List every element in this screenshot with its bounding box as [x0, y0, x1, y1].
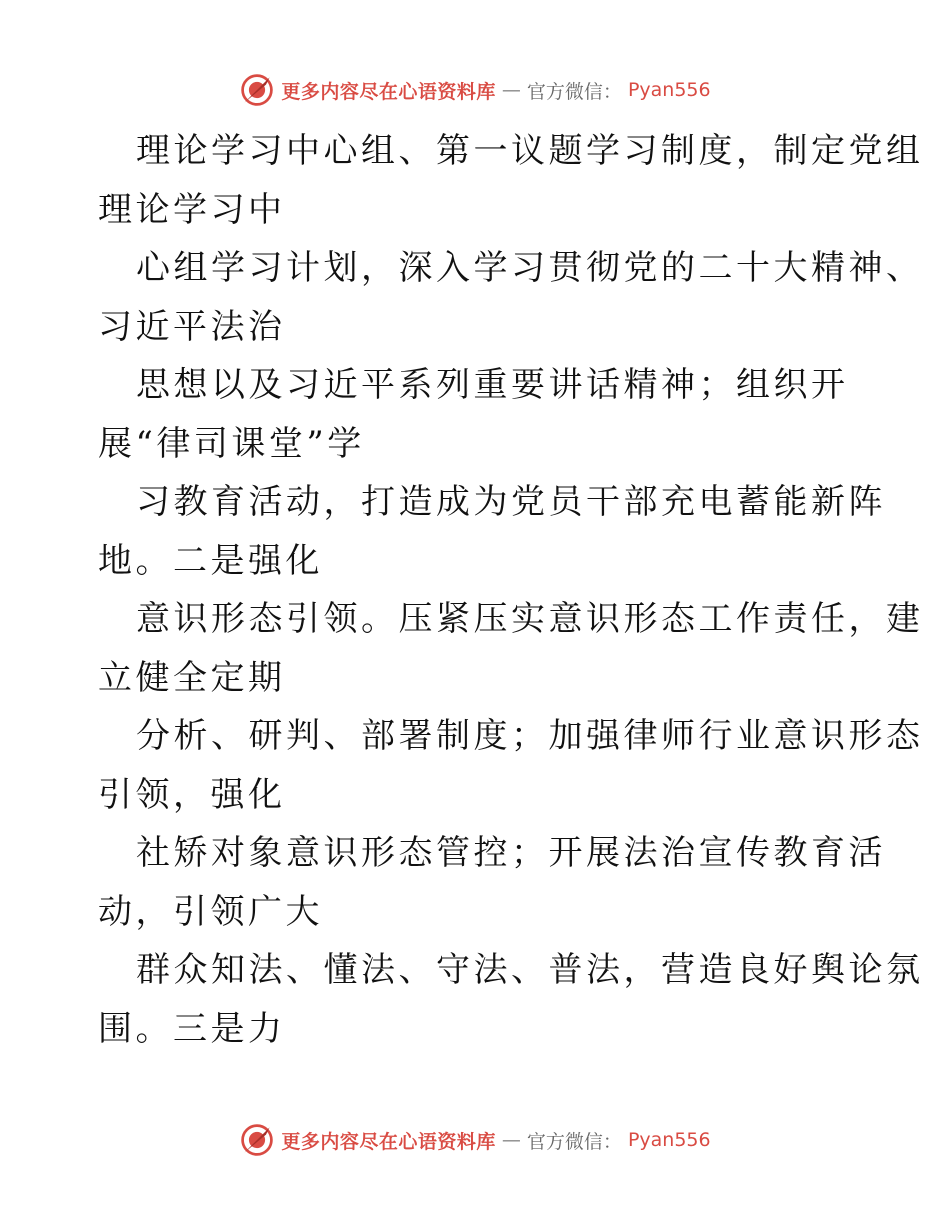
quill-logo-icon	[239, 1122, 275, 1158]
watermark-label: 官方微信：	[526, 1130, 622, 1153]
text-line: 习教育活动，打造成为党员干部充电蓄能新阵	[136, 482, 886, 522]
text-line: 理论学习中	[98, 189, 286, 230]
watermark-handle: Pyan556	[627, 1129, 711, 1151]
text-line: 习近平法治	[98, 306, 286, 347]
text-line: 引领，强化	[98, 774, 286, 815]
watermark-title: 更多内容尽在心语资料库	[281, 1130, 496, 1153]
watermark-title: 更多内容尽在心语资料库	[281, 80, 496, 103]
text-line: 分析、研判、部署制度；加强律师行业意识形态	[136, 716, 924, 756]
text-line: 思想以及习近平系列重要讲话精神；组织开	[136, 365, 849, 405]
text-line: 社矫对象意识形态管控；开展法治宣传教育活	[136, 833, 886, 873]
footer-watermark	[0, 1120, 950, 1160]
text-line: 展“律司课堂”学	[98, 423, 365, 464]
document-body	[98, 122, 924, 1058]
text-line: 围。三是力	[98, 1008, 286, 1049]
watermark-label: 官方微信：	[526, 80, 622, 103]
text-line: 群众知法、懂法、守法、普法，营造良好舆论氛	[136, 950, 924, 990]
watermark-dash: —	[501, 79, 521, 101]
text-line: 动，引领广大	[98, 891, 323, 932]
text-line: 意识形态引领。压紧压实意识形态工作责任，建	[136, 599, 924, 639]
watermark-dash: —	[501, 1129, 521, 1151]
text-line: 理论学习中心组、第一议题学习制度，制定党组	[136, 131, 924, 171]
text-line: 立健全定期	[98, 657, 286, 698]
text-line: 心组学习计划，深入学习贯彻党的二十大精神、	[136, 248, 924, 288]
header-watermark	[0, 70, 950, 110]
text-line: 地。二是强化	[98, 540, 323, 581]
quill-logo-icon	[239, 72, 275, 108]
watermark-handle: Pyan556	[627, 79, 711, 101]
